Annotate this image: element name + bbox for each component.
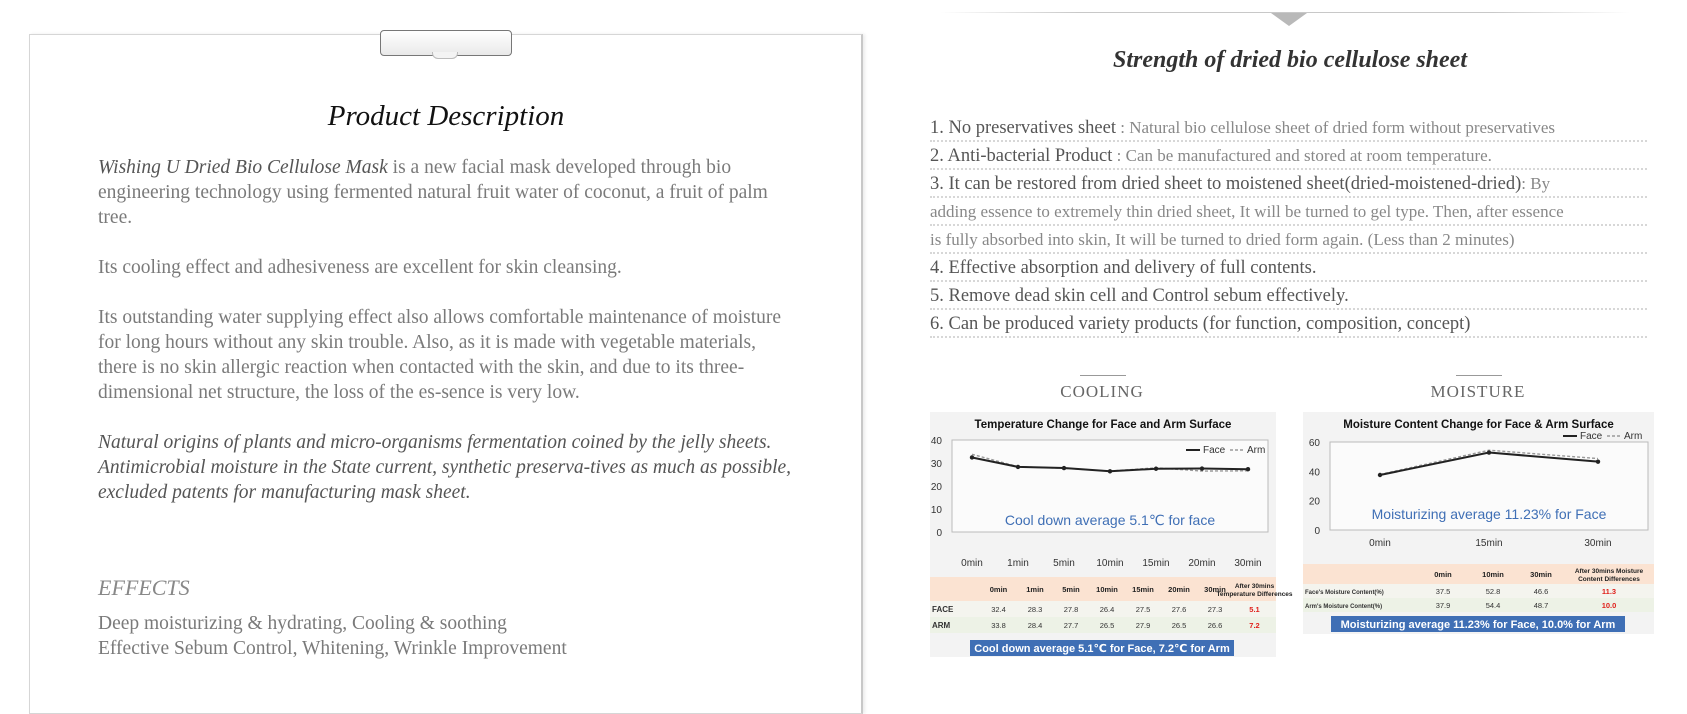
table-cell: 28.3 bbox=[1027, 605, 1043, 614]
data-point-face bbox=[1108, 469, 1112, 473]
table-header-cell: 20min bbox=[1168, 585, 1190, 594]
table-header-cell: 0min bbox=[1434, 570, 1452, 579]
table-cell: 48.7 bbox=[1533, 601, 1549, 610]
table-cell: 28.4 bbox=[1027, 621, 1043, 630]
strength-item-head: 4. Effective absorption and delivery of full contents. bbox=[930, 258, 1317, 278]
strength-item-text: : By bbox=[1521, 174, 1551, 193]
product-description-body bbox=[98, 155, 798, 530]
table-cell: Arm's Moisture Content(%) bbox=[1305, 604, 1383, 610]
table-header-cell: Temperature Differences bbox=[1216, 591, 1293, 598]
x-tick-label: 30min bbox=[1584, 538, 1612, 549]
x-tick-label: 0min bbox=[1369, 538, 1391, 549]
strength-item bbox=[930, 282, 1647, 310]
table-cell: 26.5 bbox=[1099, 621, 1115, 630]
data-point-face bbox=[1487, 450, 1491, 454]
table-cell: 26.4 bbox=[1099, 605, 1115, 614]
strength-item bbox=[930, 198, 1647, 226]
table-cell: 26.6 bbox=[1207, 621, 1223, 630]
x-tick-label: 10min bbox=[1096, 558, 1124, 569]
strength-item-head: 1. No preservatives sheet bbox=[930, 118, 1116, 138]
table-cell: 54.4 bbox=[1485, 601, 1501, 610]
strength-item-text: : Can be manufactured and stored at room temperature. bbox=[1112, 146, 1492, 165]
strength-item-head: 6. Can be produced variety products (for function, composition, concept) bbox=[930, 314, 1471, 334]
table-cell: 37.5 bbox=[1435, 587, 1451, 596]
table-header-cell: 10min bbox=[1096, 585, 1118, 594]
table-header-cell: 30min bbox=[1204, 585, 1226, 594]
strength-list bbox=[930, 114, 1647, 338]
table-cell: 11.3 bbox=[1601, 587, 1617, 596]
product-name: Wishing U Dried Bio Cellulose Mask bbox=[98, 157, 388, 178]
data-point-face bbox=[1596, 459, 1600, 463]
strength-item-text: is fully absorbed into skin, It will be turned to dried form again. (Less than 2 minutes) bbox=[930, 230, 1515, 249]
chart-title: Moisture Content Change for Face & Arm Surface bbox=[1343, 419, 1614, 431]
table-header-cell: 10min bbox=[1482, 570, 1504, 579]
legend-label: Arm bbox=[1247, 445, 1266, 456]
chart-annotation: Moisturizing average 11.23% for Face bbox=[1371, 506, 1607, 522]
table-cell: FACE bbox=[932, 605, 954, 614]
data-point-face bbox=[1062, 466, 1066, 470]
table-cell: 7.2 bbox=[1249, 621, 1260, 630]
table-cell: 32.4 bbox=[991, 605, 1006, 614]
x-tick-label: 0min bbox=[961, 558, 983, 569]
data-point-face bbox=[970, 455, 974, 459]
chart-caption: Cool down average 5.1℃ for Face, 7.2℃ for Arm bbox=[974, 643, 1230, 655]
x-tick-label: 5min bbox=[1053, 558, 1075, 569]
y-tick-label: 60 bbox=[1308, 438, 1320, 449]
x-tick-label: 20min bbox=[1188, 558, 1216, 569]
table-header-cell: 30min bbox=[1530, 570, 1552, 579]
legend-label: Arm bbox=[1624, 431, 1643, 442]
moisture-chart bbox=[1303, 412, 1654, 634]
strength-item-head: 3. It can be restored from dried sheet to moistened sheet(dried-moistened-dried) bbox=[930, 174, 1522, 194]
effects-line-2: Effective Sebum Control, Whitening, Wrinkle Improvement bbox=[98, 638, 567, 659]
strength-item bbox=[930, 226, 1647, 254]
table-cell: 52.8 bbox=[1485, 587, 1501, 596]
y-tick-label: 0 bbox=[1314, 526, 1320, 537]
effects-line-1: Deep moisturizing & hydrating, Cooling & soothing bbox=[98, 613, 507, 634]
product-description-title: Product Description bbox=[327, 100, 565, 132]
strength-item bbox=[930, 310, 1647, 338]
table-header-cell: 0min bbox=[989, 585, 1008, 594]
moisture-chart-panel bbox=[1303, 412, 1654, 634]
y-tick-label: 10 bbox=[930, 505, 942, 516]
strength-item bbox=[930, 114, 1647, 142]
description-paragraph-1-text: is a new facial mask developed through bio engineering technology using fermented natural fruit water of coconut, a fruit of palm tree. bbox=[98, 157, 768, 228]
table-cell: 37.9 bbox=[1435, 601, 1451, 610]
table-cell: 27.7 bbox=[1063, 621, 1079, 630]
data-point-face bbox=[1154, 467, 1158, 471]
data-point-face bbox=[1016, 465, 1020, 469]
legend-label: Face bbox=[1203, 445, 1226, 456]
cooling-section-title: COOLING bbox=[1002, 382, 1202, 402]
effects-title: EFFECTS bbox=[98, 575, 190, 600]
table-cell: ARM bbox=[932, 621, 951, 630]
x-tick-label: 1min bbox=[1007, 558, 1029, 569]
moisture-section-title: MOISTURE bbox=[1378, 382, 1578, 402]
chart-annotation: Cool down average 5.1℃ for face bbox=[1004, 512, 1216, 528]
cooling-chart bbox=[930, 412, 1293, 657]
table-header-cell: After 30mins Moisture bbox=[1574, 568, 1644, 575]
table-cell: 27.9 bbox=[1135, 621, 1151, 630]
x-tick-label: 15min bbox=[1142, 558, 1170, 569]
strength-item bbox=[930, 170, 1647, 198]
y-tick-label: 20 bbox=[930, 482, 942, 493]
clipboard-clip-knob bbox=[432, 52, 458, 59]
table-cell: Face's Moisture Content(%) bbox=[1305, 590, 1384, 596]
y-tick-label: 30 bbox=[930, 459, 942, 470]
cooling-chart-panel bbox=[930, 412, 1293, 657]
table-cell: 27.3 bbox=[1207, 605, 1223, 614]
strength-item-text: adding essence to extremely thin dried sheet, It will be turned to gel type. Then, after essence bbox=[930, 202, 1564, 221]
table-cell: 27.8 bbox=[1063, 605, 1079, 614]
table-header-cell: 15min bbox=[1132, 585, 1154, 594]
data-point-face bbox=[1246, 467, 1250, 471]
table-header-cell: 5min bbox=[1062, 585, 1080, 594]
table-cell: 10.0 bbox=[1601, 601, 1617, 610]
y-tick-label: 0 bbox=[936, 528, 942, 539]
strength-title: Strength of dried bio cellulose sheet bbox=[1113, 47, 1467, 73]
strength-item bbox=[930, 142, 1647, 170]
table-cell: 26.5 bbox=[1171, 621, 1187, 630]
strength-item-text: : Natural bio cellulose sheet of dried form without preservatives bbox=[1115, 118, 1556, 137]
table-cell: 5.1 bbox=[1249, 605, 1260, 614]
x-tick-label: 15min bbox=[1475, 538, 1503, 549]
table-cell: 27.5 bbox=[1135, 605, 1151, 614]
data-point-face bbox=[1378, 473, 1382, 477]
strength-item-head: 5. Remove dead skin cell and Control sebum effectively. bbox=[930, 286, 1349, 306]
description-paragraph-1 bbox=[98, 155, 798, 230]
y-tick-label: 20 bbox=[1308, 496, 1320, 508]
data-point-face bbox=[1200, 466, 1204, 470]
y-tick-label: 40 bbox=[1308, 467, 1320, 479]
x-tick-label: 30min bbox=[1234, 558, 1262, 569]
table-cell: 46.6 bbox=[1533, 587, 1549, 596]
table-header-cell: After 30mins bbox=[1234, 583, 1275, 590]
table-header-cell: 1min bbox=[1026, 585, 1044, 594]
chart-caption: Moisturizing average 11.23% for Face, 10.0% for Arm bbox=[1340, 619, 1616, 631]
y-tick-label: 40 bbox=[930, 436, 942, 447]
legend-label: Face bbox=[1580, 431, 1603, 442]
effects-section bbox=[98, 575, 798, 661]
chart-title: Temperature Change for Face and Arm Surface bbox=[974, 419, 1232, 431]
strength-item-head: 2. Anti-bacterial Product bbox=[930, 146, 1113, 166]
description-paragraph-3: Its outstanding water supplying effect also allows comfortable maintenance of moisture for long hours without any skin trouble. Also, as it is made with vegetable materials, there is no skin allergic reaction when contacted with the skin, and due to its three-dimensional net structure, the loss of the es-sence is very low. bbox=[98, 307, 782, 403]
table-cell: 33.8 bbox=[991, 621, 1006, 630]
table-header-cell: Content Differences bbox=[1578, 576, 1640, 583]
down-triangle-icon bbox=[1271, 13, 1307, 26]
description-paragraph-4: Natural origins of plants and micro-organisms fermentation coined by the jelly sheets. Antimicrobial moisture in the State current, synthetic preserva-tives as much as possible, excluded patents for manufacturing mask sheet. bbox=[98, 432, 792, 503]
description-paragraph-2: Its cooling effect and adhesiveness are excellent for skin cleansing. bbox=[98, 257, 622, 278]
table-cell: 27.6 bbox=[1171, 605, 1187, 614]
strength-item bbox=[930, 254, 1647, 282]
